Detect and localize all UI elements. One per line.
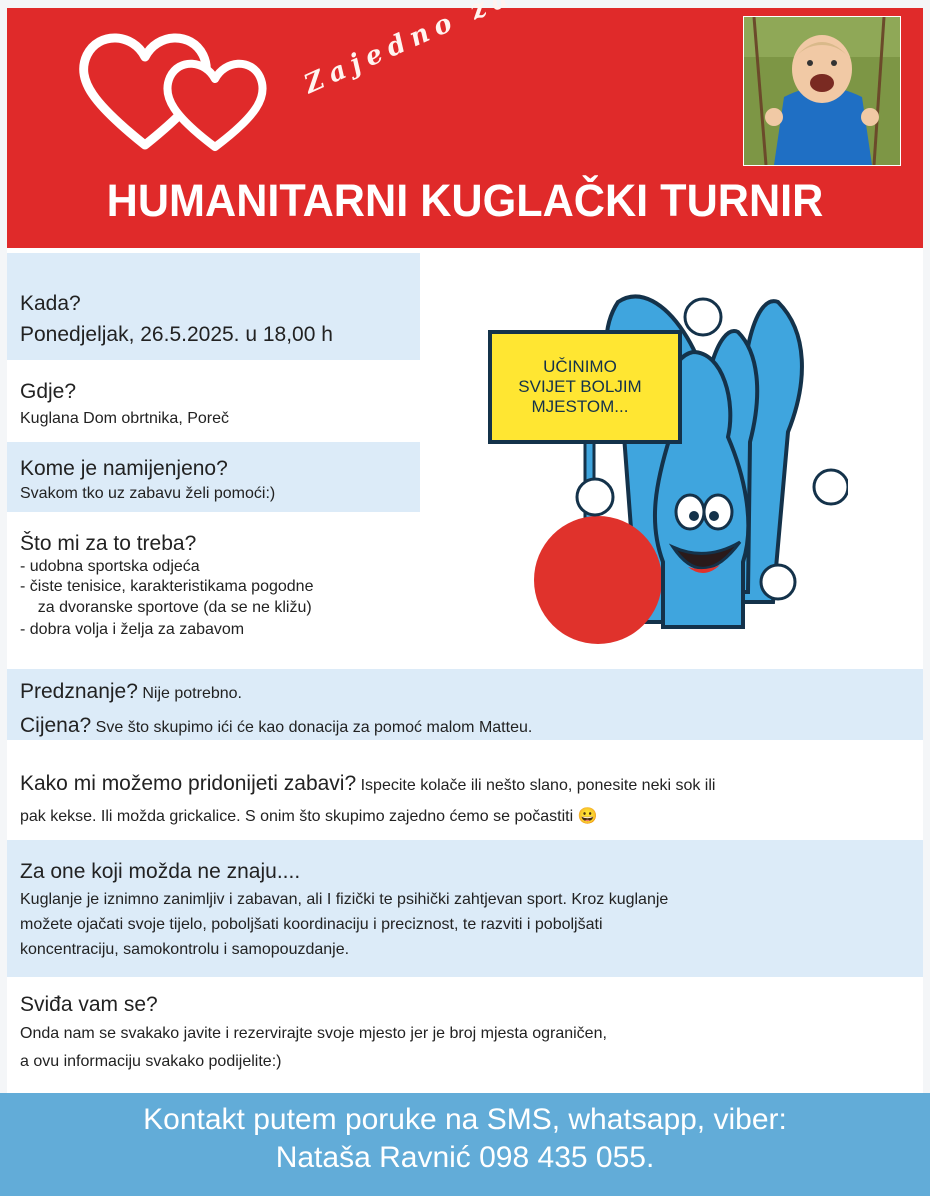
predznanje-answer: Nije potrebno. [142,685,242,702]
kako-answer-cont [20,806,598,826]
cijena-row [20,714,532,738]
child-photo-image [744,17,900,165]
kome-answer: Svakom tko uz zabavu želi pomoći:) [20,485,276,502]
treba-item: za dvoranske sportove (da se ne kližu) [20,599,312,616]
page-title: HUMANITARNI KUGLAČKI TURNIR [106,175,824,226]
treba-item: - udobna sportska odjeća [20,558,200,575]
child-photo [743,16,901,166]
kome-question: Kome je namijenjeno? [20,457,228,480]
zaone-question: Za one koji možda ne znaju.... [20,860,301,883]
treba-item: - čiste tenisice, karakteristikama pogodne [20,578,314,595]
hearts-icon [75,25,285,155]
kako-question: Kako mi možemo pridonijeti zabavi? [20,772,357,795]
smiley-emoji-icon: 😀 [577,808,598,825]
zaone-line: možete ojačati svoje tijelo, poboljšati koordinaciju i preciznost, te razviti i poboljšati [20,916,603,933]
predznanje-row [20,680,242,704]
treba-item: - dobra volja i želja za zabavom [20,621,245,638]
svida-line: Onda nam se svakako javite i rezervirajte svoje mjesto jer je broj mjesta ograničen, [20,1025,607,1042]
svida-question: Sviđa vam se? [20,993,158,1016]
svida-line: a ovu informaciju svakako podijelite:) [20,1053,282,1070]
sign-line: MJESTOM... [531,397,629,416]
kada-question: Kada? [20,292,81,315]
kako-row [20,772,715,796]
cijena-question: Cijena? [20,714,92,737]
sign-line: UČINIMO [543,357,617,376]
cijena-answer: Sve što skupimo ići će kao donacija za pomoć malom Matteu. [95,719,533,736]
sign-line: SVIJET BOLJIM [518,377,642,396]
footer-contact-channels: Kontakt putem poruke na SMS, whatsapp, viber: [143,1103,787,1136]
treba-question: Što mi za to treba? [20,532,197,555]
predznanje-question: Predznanje? [20,680,138,703]
zaone-line: koncentraciju, samokontrolu i samopouzdanje. [20,941,350,958]
kako-answer-line2: pak kekse. Ili možda grickalice. S onim što skupimo zajedno ćemo se počastiti [20,808,574,825]
gdje-answer: Kuglana Dom obrtnika, Poreč [20,410,229,427]
gdje-question: Gdje? [20,380,77,403]
bowling-pins-mascot [488,262,848,652]
kada-answer: Ponedjeljak, 26.5.2025. u 18,00 h [20,323,333,346]
footer-contact-name-phone: Nataša Ravnić 098 435 055. [275,1141,655,1174]
zaone-line: Kuglanje je iznimno zanimljiv i zabavan, ali I fizički te psihički zahtjevan sport. Kroz kuglanje [20,891,669,908]
footer-contact [0,1093,930,1196]
kako-answer: Ispecite kolače ili nešto slano, ponesite neki sok ili [360,777,716,794]
